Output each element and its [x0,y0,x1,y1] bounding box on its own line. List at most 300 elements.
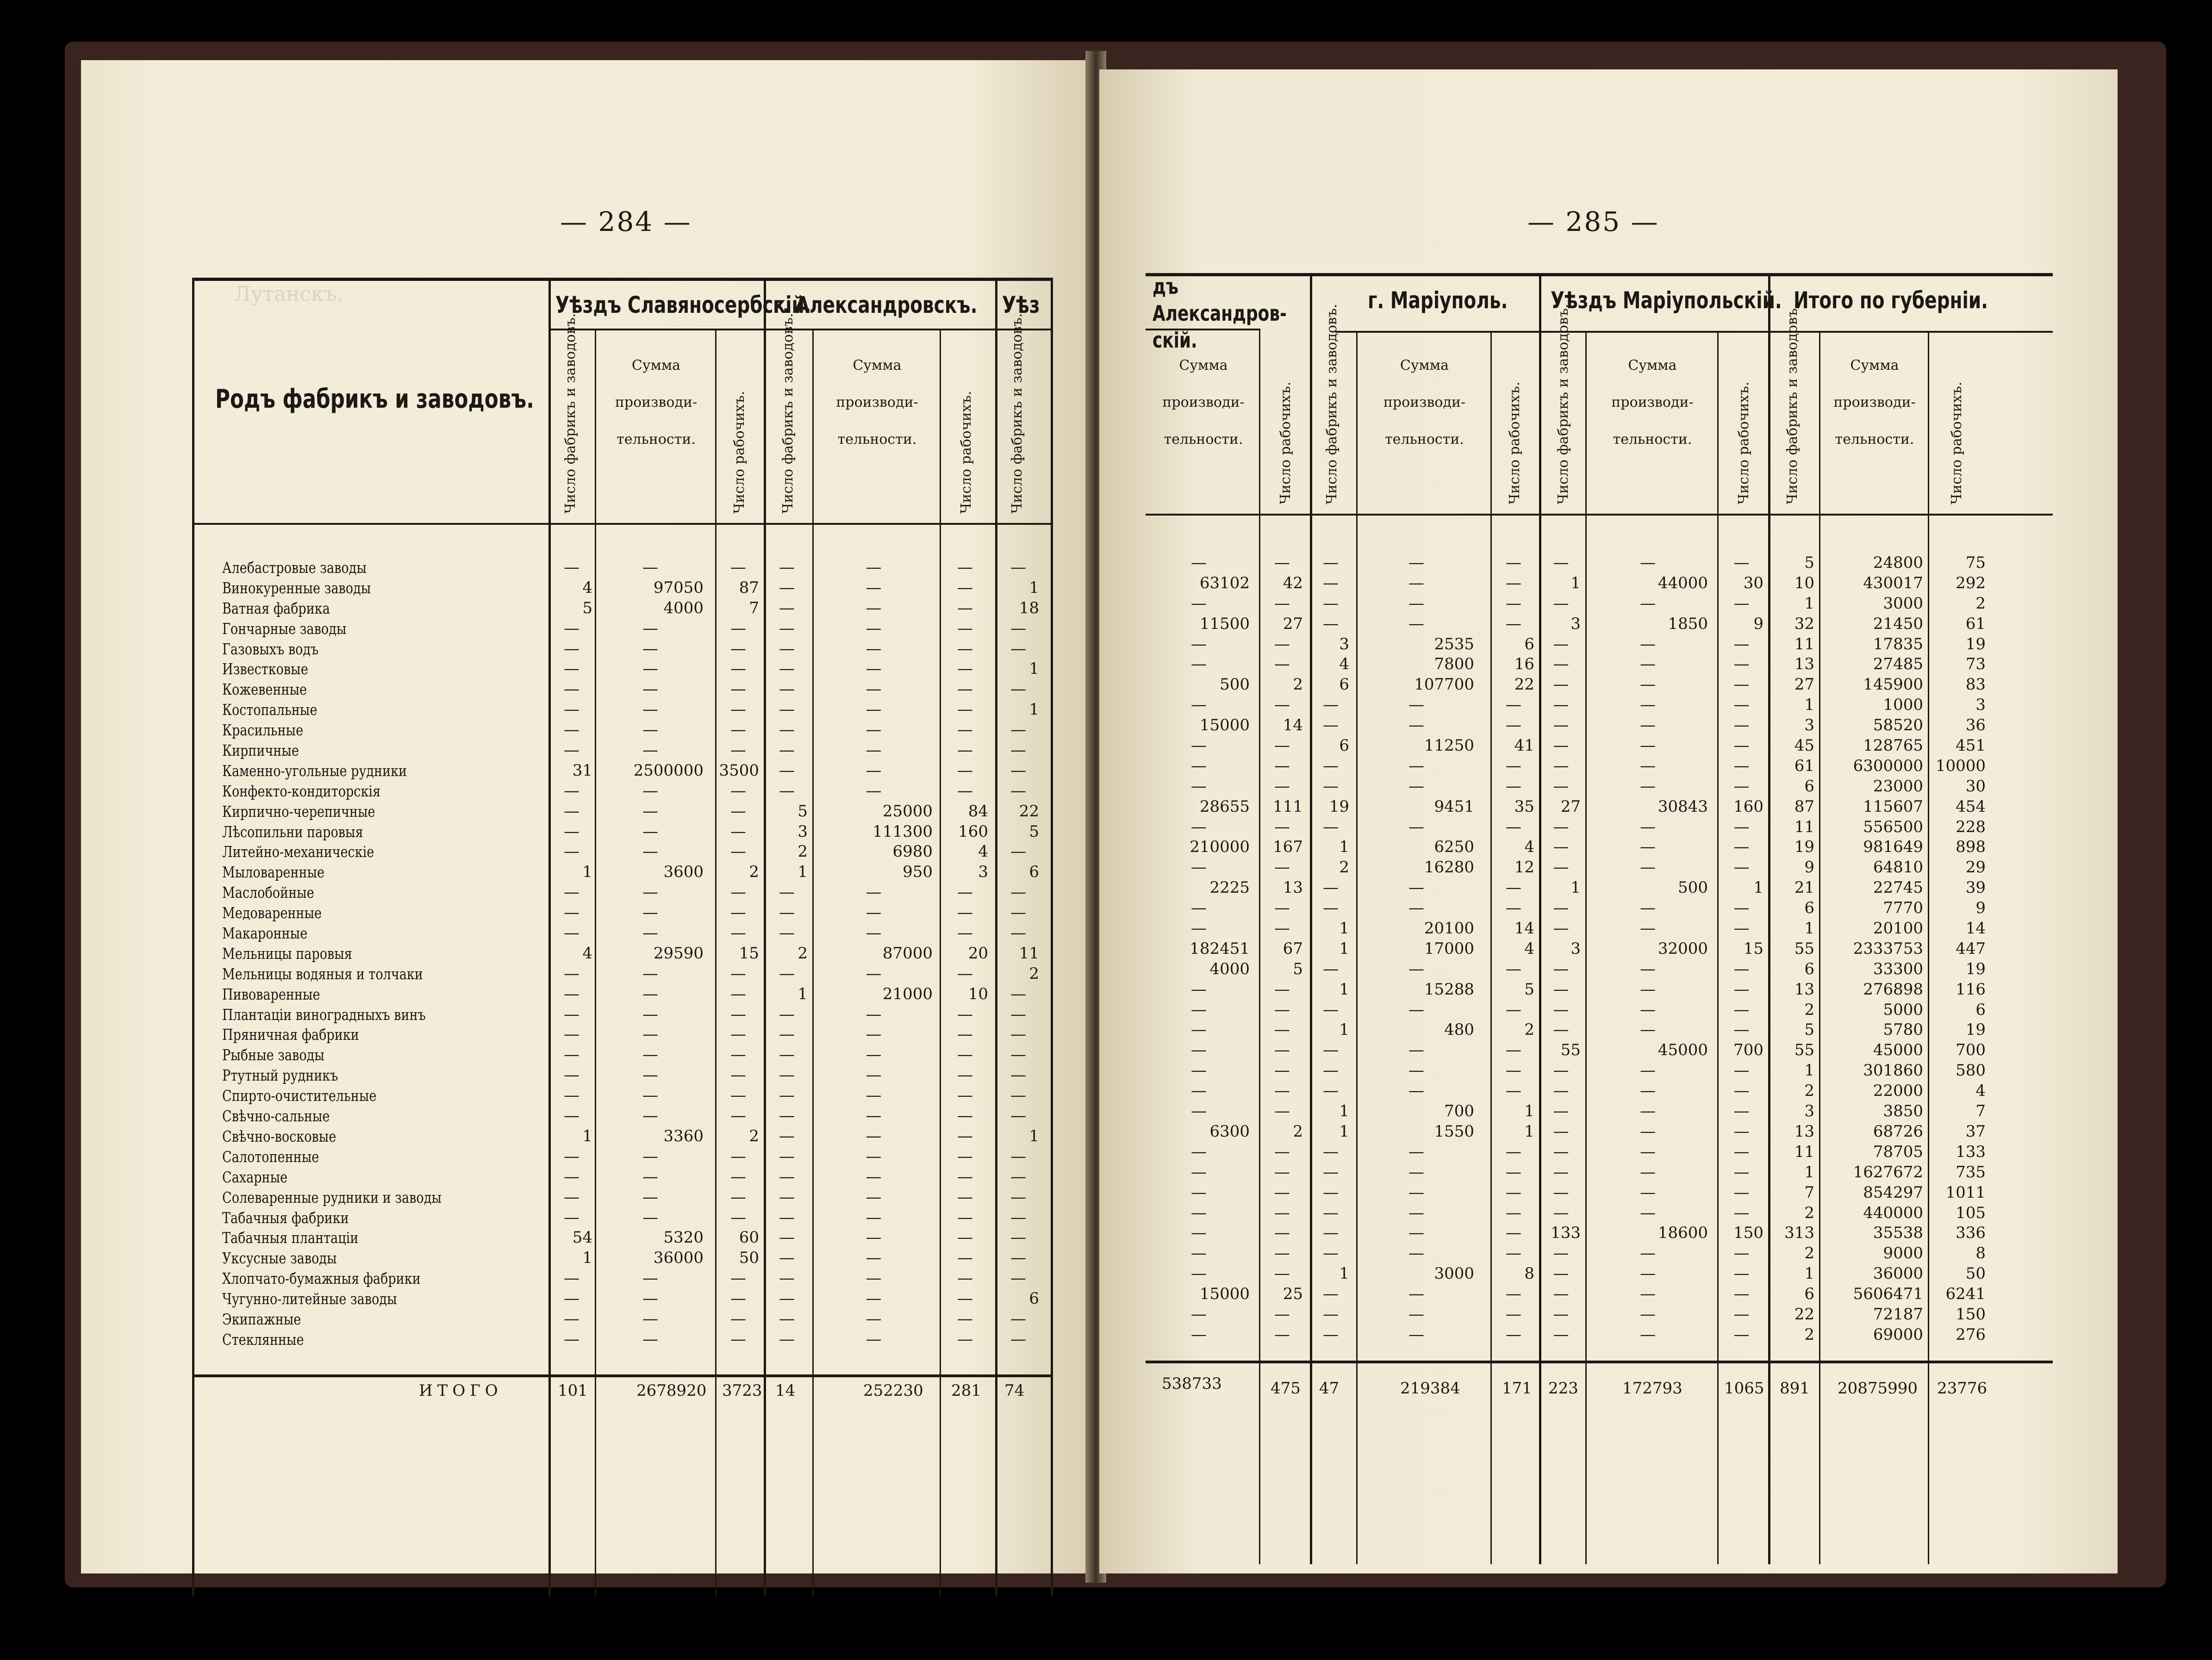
table-cell: — [1010,1208,1026,1227]
table-cell: 111 [1273,797,1303,816]
table-cell: — [1553,756,1569,775]
row-label: Лѣсопильни паровыя [222,822,363,841]
column-total-workers [1930,553,1986,1345]
row-label: Чугунно-литейные заводы [222,1290,397,1308]
table-cell: — [730,842,746,861]
table-cell: 8 [1975,1244,1986,1263]
table-cell: 580 [1956,1061,1986,1080]
table-cell: — [957,903,973,922]
table-cell: — [1640,1264,1656,1283]
table-cell: — [779,1167,795,1186]
table-cell: 898 [1956,838,1986,857]
table-cell: — [1553,634,1569,653]
table-cell: — [957,964,973,983]
table-cell: 2 [1804,1000,1814,1019]
table-cell: 700 [1733,1041,1763,1060]
table-cell: 1 [1339,980,1349,999]
table-cell: — [779,1025,795,1044]
table-cell: 13 [1794,980,1814,999]
table-cell: 75 [1965,553,1986,572]
table-cell: — [1640,594,1656,613]
table-cell: — [1733,959,1750,978]
table-cell: — [1506,1082,1521,1100]
col-divider [812,329,814,1597]
table-cell: — [957,1167,973,1186]
table-cell: 68726 [1873,1122,1923,1141]
row-label: Сахарные [222,1168,288,1186]
table-cell: — [1640,899,1656,918]
table-cell: 3 [1975,696,1986,715]
col-divider [1717,331,1719,1564]
table-cell: — [642,558,658,577]
row-label: Плантаціи виноградныхъ винъ [222,1005,426,1024]
row-header: Родъ фабрикъ и заводовъ. [215,384,534,414]
table-cell: — [866,659,882,678]
table-cell: — [866,1187,882,1206]
table-cell: 1 [1029,659,1039,678]
table-cell: — [779,903,795,922]
table-cell: — [1553,980,1569,999]
table-cell: 7 [1975,1102,1986,1121]
table-cell: — [1553,1122,1569,1141]
table-cell: 63102 [1199,573,1250,592]
table-cell: 5 [1029,822,1039,841]
table-cell: — [866,1309,882,1328]
table-cell: — [957,1045,973,1064]
table-cell: — [1506,1285,1521,1304]
col-divider [1585,331,1587,1564]
table-cell: 4000 [1209,959,1250,978]
table-cell: — [1010,1086,1026,1105]
table-cell: — [642,1167,658,1186]
table-cell: — [1733,716,1750,735]
row-label: Кирпичные [222,741,299,760]
table-cell: — [730,984,746,1003]
table-cell: — [1640,553,1656,572]
table-cell: 16280 [1424,858,1474,877]
table-cell: 1 [1029,700,1039,719]
table-cell: — [1733,1203,1750,1222]
table-cell: 133 [1551,1224,1581,1243]
table-cell: — [730,1005,746,1024]
table-cell: 11 [1794,1142,1814,1161]
table-cell: — [1191,1082,1207,1100]
table-cell: — [730,741,746,760]
column-slav-sum [597,558,704,1350]
table-cell: — [564,883,579,902]
table-cell: 1 [582,863,592,882]
table-cell: — [1274,919,1290,938]
table-cell: — [564,1167,579,1186]
table-cell: 1 [1804,1163,1814,1181]
table-cell: 54 [572,1228,592,1247]
table-cell: — [642,741,658,760]
table-cell: 30 [1743,573,1763,592]
bleed-through: Лутанскъ. [234,282,343,306]
table-cell: — [1733,817,1750,836]
table-cell: 87 [1794,797,1814,816]
table-cell: 27 [1794,675,1814,694]
table-cell: 50 [739,1249,759,1268]
table-cell: — [642,1086,658,1105]
table-cell: — [1010,1187,1026,1206]
table-cell: 11 [1794,817,1814,836]
table-cell: 447 [1956,939,1986,958]
section-title: Уѣздъ Маріупольскій. [1551,287,1782,314]
table-cell: — [1274,1325,1290,1344]
table-cell: — [866,1025,882,1044]
table-cell: 35 [1514,797,1534,816]
table-cell: 5 [1524,980,1534,999]
table-cell: — [1640,736,1656,755]
table-cell: — [564,1086,579,1105]
table-cell: — [1323,817,1339,836]
table-cell: — [1191,696,1207,715]
table-cell: — [1640,756,1656,775]
table-cell: 18600 [1657,1224,1708,1243]
total-value: 538733 [1162,1374,1222,1393]
table-cell: — [1733,1102,1750,1121]
table-cell: — [1408,1305,1424,1324]
table-cell: — [642,1187,658,1206]
table-cell: — [642,1005,658,1024]
table-cell: — [1010,1249,1026,1268]
table-cell: — [642,1147,658,1166]
row-label: Экипажные [222,1310,301,1328]
table-cell: 3 [798,822,808,841]
table-cell: — [564,639,579,658]
table-cell: 5 [798,802,808,821]
table-cell: — [1274,1244,1290,1263]
table-cell: — [1733,696,1750,715]
table-cell: 556500 [1863,817,1923,836]
table-cell: 19 [1965,959,1986,978]
table-cell: — [1274,594,1290,613]
table-cell: — [1640,1203,1656,1222]
table-cell: — [1733,1163,1750,1181]
table-cell: — [779,1289,795,1308]
table-cell: — [1506,614,1521,633]
table-cell: — [957,639,973,658]
table-cell: 39 [1965,878,1986,897]
table-cell: — [866,700,882,719]
table-cell: 2 [749,863,759,882]
table-cell: 58520 [1873,716,1923,735]
table-cell: — [1010,1167,1026,1186]
table-cell: — [1640,777,1656,796]
table-cell: 13 [1794,655,1814,674]
table-cell: — [1640,858,1656,877]
table-cell: 5000 [1883,1000,1923,1019]
col-divider [1928,331,1929,1564]
table-cell: 37 [1965,1122,1986,1141]
table-cell: — [1640,1285,1656,1304]
row-label: Мельницы паровыя [222,944,352,963]
table-cell: — [1191,1305,1207,1324]
table-cell: — [564,924,579,943]
table-cell: — [866,964,882,983]
table-cell: — [1323,1183,1339,1202]
sub-header: Число фабрикъ и заводовъ. [562,313,579,514]
table-cell: — [1010,1330,1026,1349]
table-cell: — [1553,1020,1569,1039]
column-mariupol-sum [1358,553,1474,1345]
table-cell: — [730,1025,746,1044]
table-cell: — [1274,634,1290,653]
table-cell: 45000 [1657,1041,1708,1060]
table-cell: 20 [968,944,988,963]
table-cell: — [866,1066,882,1085]
table-cell: 6 [1524,634,1534,653]
table-cell: — [642,1066,658,1085]
table-cell: 15000 [1199,1285,1250,1304]
table-cell: — [779,883,795,902]
table-cell: 3 [1339,634,1349,653]
table-cell: 4 [1524,838,1534,857]
table-cell: — [642,924,658,943]
table-cell: — [730,680,746,699]
table-cell: — [564,1330,579,1349]
table-cell: 1 [1339,939,1349,958]
table-cell: — [730,903,746,922]
table-cell: — [1640,838,1656,857]
table-cell: — [1506,1000,1521,1019]
table-cell: — [1408,1082,1424,1100]
table-cell: — [1733,756,1750,775]
table-cell: — [1191,1102,1207,1121]
table-cell: — [1323,777,1339,796]
row-label: Кирпично-черепичные [222,802,375,821]
table-cell: — [1408,1203,1424,1222]
table-cell: 20100 [1873,919,1923,938]
table-cell: 1 [1339,1102,1349,1121]
table-cell: 1011 [1945,1183,1986,1202]
table-cell: — [779,1086,795,1105]
table-cell: 22 [1514,675,1534,694]
table-cell: — [1408,817,1424,836]
table-cell: 21 [1794,878,1814,897]
table-cell: 36000 [1873,1264,1923,1283]
row-label: Свѣчно-восковые [222,1127,336,1145]
table-cell: — [564,842,579,861]
table-cell: 440000 [1863,1203,1923,1222]
table-cell: 9 [1975,899,1986,918]
table-cell: — [730,1147,746,1166]
table-cell: — [1010,1005,1026,1024]
table-cell: — [642,883,658,902]
row-label: Табачныя фабрики [222,1208,349,1227]
row-label: Спирто-очистительные [222,1087,377,1105]
table-cell: 2 [1804,1325,1814,1344]
table-cell: — [957,578,973,597]
table-cell: 160 [1733,797,1763,816]
table-cell: — [1010,1107,1026,1125]
table-cell: 50 [1965,1264,1986,1283]
table-cell: 60 [739,1228,759,1247]
table-cell: — [1191,1163,1207,1181]
table-cell: — [1010,1025,1026,1044]
table-cell: 3 [1570,939,1581,958]
table-cell: — [1191,1142,1207,1161]
table-cell: 27 [1560,797,1581,816]
total-value: 101 [558,1381,588,1400]
table-cell: — [1191,919,1207,938]
table-cell: 981649 [1863,838,1923,857]
table-cell: — [1010,1228,1026,1247]
table-cell: 1 [1753,878,1763,897]
table-cell: 7 [749,598,759,617]
table-cell: 78705 [1873,1142,1923,1161]
table-cell: 1 [1524,1102,1534,1121]
table-cell: — [730,700,746,719]
row-label: Литейно-механическіе [222,843,374,861]
table-cell: — [564,781,579,800]
table-cell: — [642,680,658,699]
sub-header: Число рабочихъ. [958,391,974,514]
table-cell: — [779,1228,795,1247]
table-cell: 3000 [1883,594,1923,613]
table-cell: — [779,1147,795,1166]
row-label: Газовыхъ водъ [222,640,319,658]
table-cell: — [957,1208,973,1227]
row-label: Пряничная фабрики [222,1026,359,1044]
table-cell: — [1553,675,1569,694]
table-cell: 1 [582,1249,592,1268]
table-cell: — [730,1208,746,1227]
column-uezd-count [997,558,1039,1350]
total-value: 47 [1319,1379,1340,1398]
table-cell: — [866,781,882,800]
table-cell: — [1733,980,1750,999]
table-cell: — [1733,675,1750,694]
sub-header: Число рабочихъ. [1277,381,1294,504]
table-cell: — [1408,1061,1424,1080]
table-cell: — [866,680,882,699]
table-cell: — [730,639,746,658]
table-cell: 292 [1956,573,1986,592]
table-cell: — [866,1269,882,1288]
table-cell: — [1506,1142,1521,1161]
table-cell: 454 [1956,797,1986,816]
table-cell: 2 [1339,858,1349,877]
table-cell: — [779,741,795,760]
table-cell: — [1553,594,1569,613]
table-cell: 1 [1339,838,1349,857]
table-cell: 17000 [1424,939,1474,958]
table-cell: — [642,659,658,678]
row-label: Свѣчно-сальные [222,1107,330,1125]
table-cell: — [730,1066,746,1085]
table-cell: — [866,1167,882,1186]
table-cell: — [564,1309,579,1328]
table-cell: — [1506,1041,1521,1060]
table-cell: — [564,903,579,922]
table-cell: — [866,1330,882,1349]
total-value: 891 [1780,1379,1810,1398]
table-cell: 500 [1678,878,1708,897]
table-cell: 14 [1514,919,1534,938]
table-cell: — [642,639,658,658]
table-cell: 11 [1019,944,1039,963]
row-label: Ватная фабрика [222,599,330,617]
table-cell: — [730,1045,746,1064]
table-cell: — [1640,1122,1656,1141]
table-cell: — [564,1187,579,1206]
table-cell: 107700 [1414,675,1474,694]
column-slav-count [551,558,592,1350]
page-number: — 285 — [1527,206,1659,237]
table-cell: — [730,619,746,638]
table-cell: 2 [1804,1203,1814,1222]
table-cell: 480 [1444,1020,1474,1039]
table-cell: — [1323,1041,1339,1060]
table-cell: — [1323,716,1339,735]
table-cell: — [1010,924,1026,943]
table-cell: — [1323,899,1339,918]
table-cell: — [1274,817,1290,836]
table-cell: — [1553,959,1569,978]
table-cell: — [1274,777,1290,796]
table-cell: 16 [1514,655,1534,674]
table-cell: — [866,721,882,740]
table-cell: 10 [1794,573,1814,592]
total-value: 252230 [863,1381,923,1400]
table-cell: — [642,1025,658,1044]
table-cell: 1 [1339,1020,1349,1039]
total-value: 14 [775,1381,796,1400]
table-cell: 1550 [1434,1122,1474,1141]
table-cell: — [957,1289,973,1308]
section-title: г. Маріуполь. [1368,287,1508,314]
table-cell: — [957,598,973,617]
table-cell: — [1408,716,1424,735]
table-cell: — [1506,1325,1521,1344]
table-cell: — [779,700,795,719]
table-cell: 1 [1570,878,1581,897]
table-cell: — [1191,1020,1207,1039]
table-cell: — [1553,899,1569,918]
table-cell: 36 [1965,716,1986,735]
table-cell: — [779,781,795,800]
table-cell: — [1323,1305,1339,1324]
table-cell: 55 [1794,1041,1814,1060]
table-cell: — [564,1269,579,1288]
table-cell: — [1733,1183,1750,1202]
table-cell: — [1553,1325,1569,1344]
table-cell: — [1553,1082,1569,1100]
column-alex-sum [815,558,933,1350]
table-cell: — [779,680,795,699]
table-cell: 3850 [1883,1102,1923,1121]
table-cell: 1 [1029,578,1039,597]
table-cell: 6 [1804,959,1814,978]
table-cell: — [1553,716,1569,735]
table-cell: 32 [1794,614,1814,633]
table-cell: 67 [1283,939,1303,958]
table-cell: — [564,984,579,1003]
table-cell: — [1010,1147,1026,1166]
table-cell: 15 [739,944,759,963]
table-cell: — [1640,1020,1656,1039]
table-cell: — [1640,1102,1656,1121]
table-cell: 2333753 [1853,939,1923,958]
column-mariupol-uezd-workers [1720,553,1763,1345]
table-cell: — [1408,1163,1424,1181]
table-cell: — [642,1208,658,1227]
table-cell: — [730,822,746,841]
column-mariupol-count [1312,553,1349,1345]
table-cell: 6 [1029,1289,1039,1308]
